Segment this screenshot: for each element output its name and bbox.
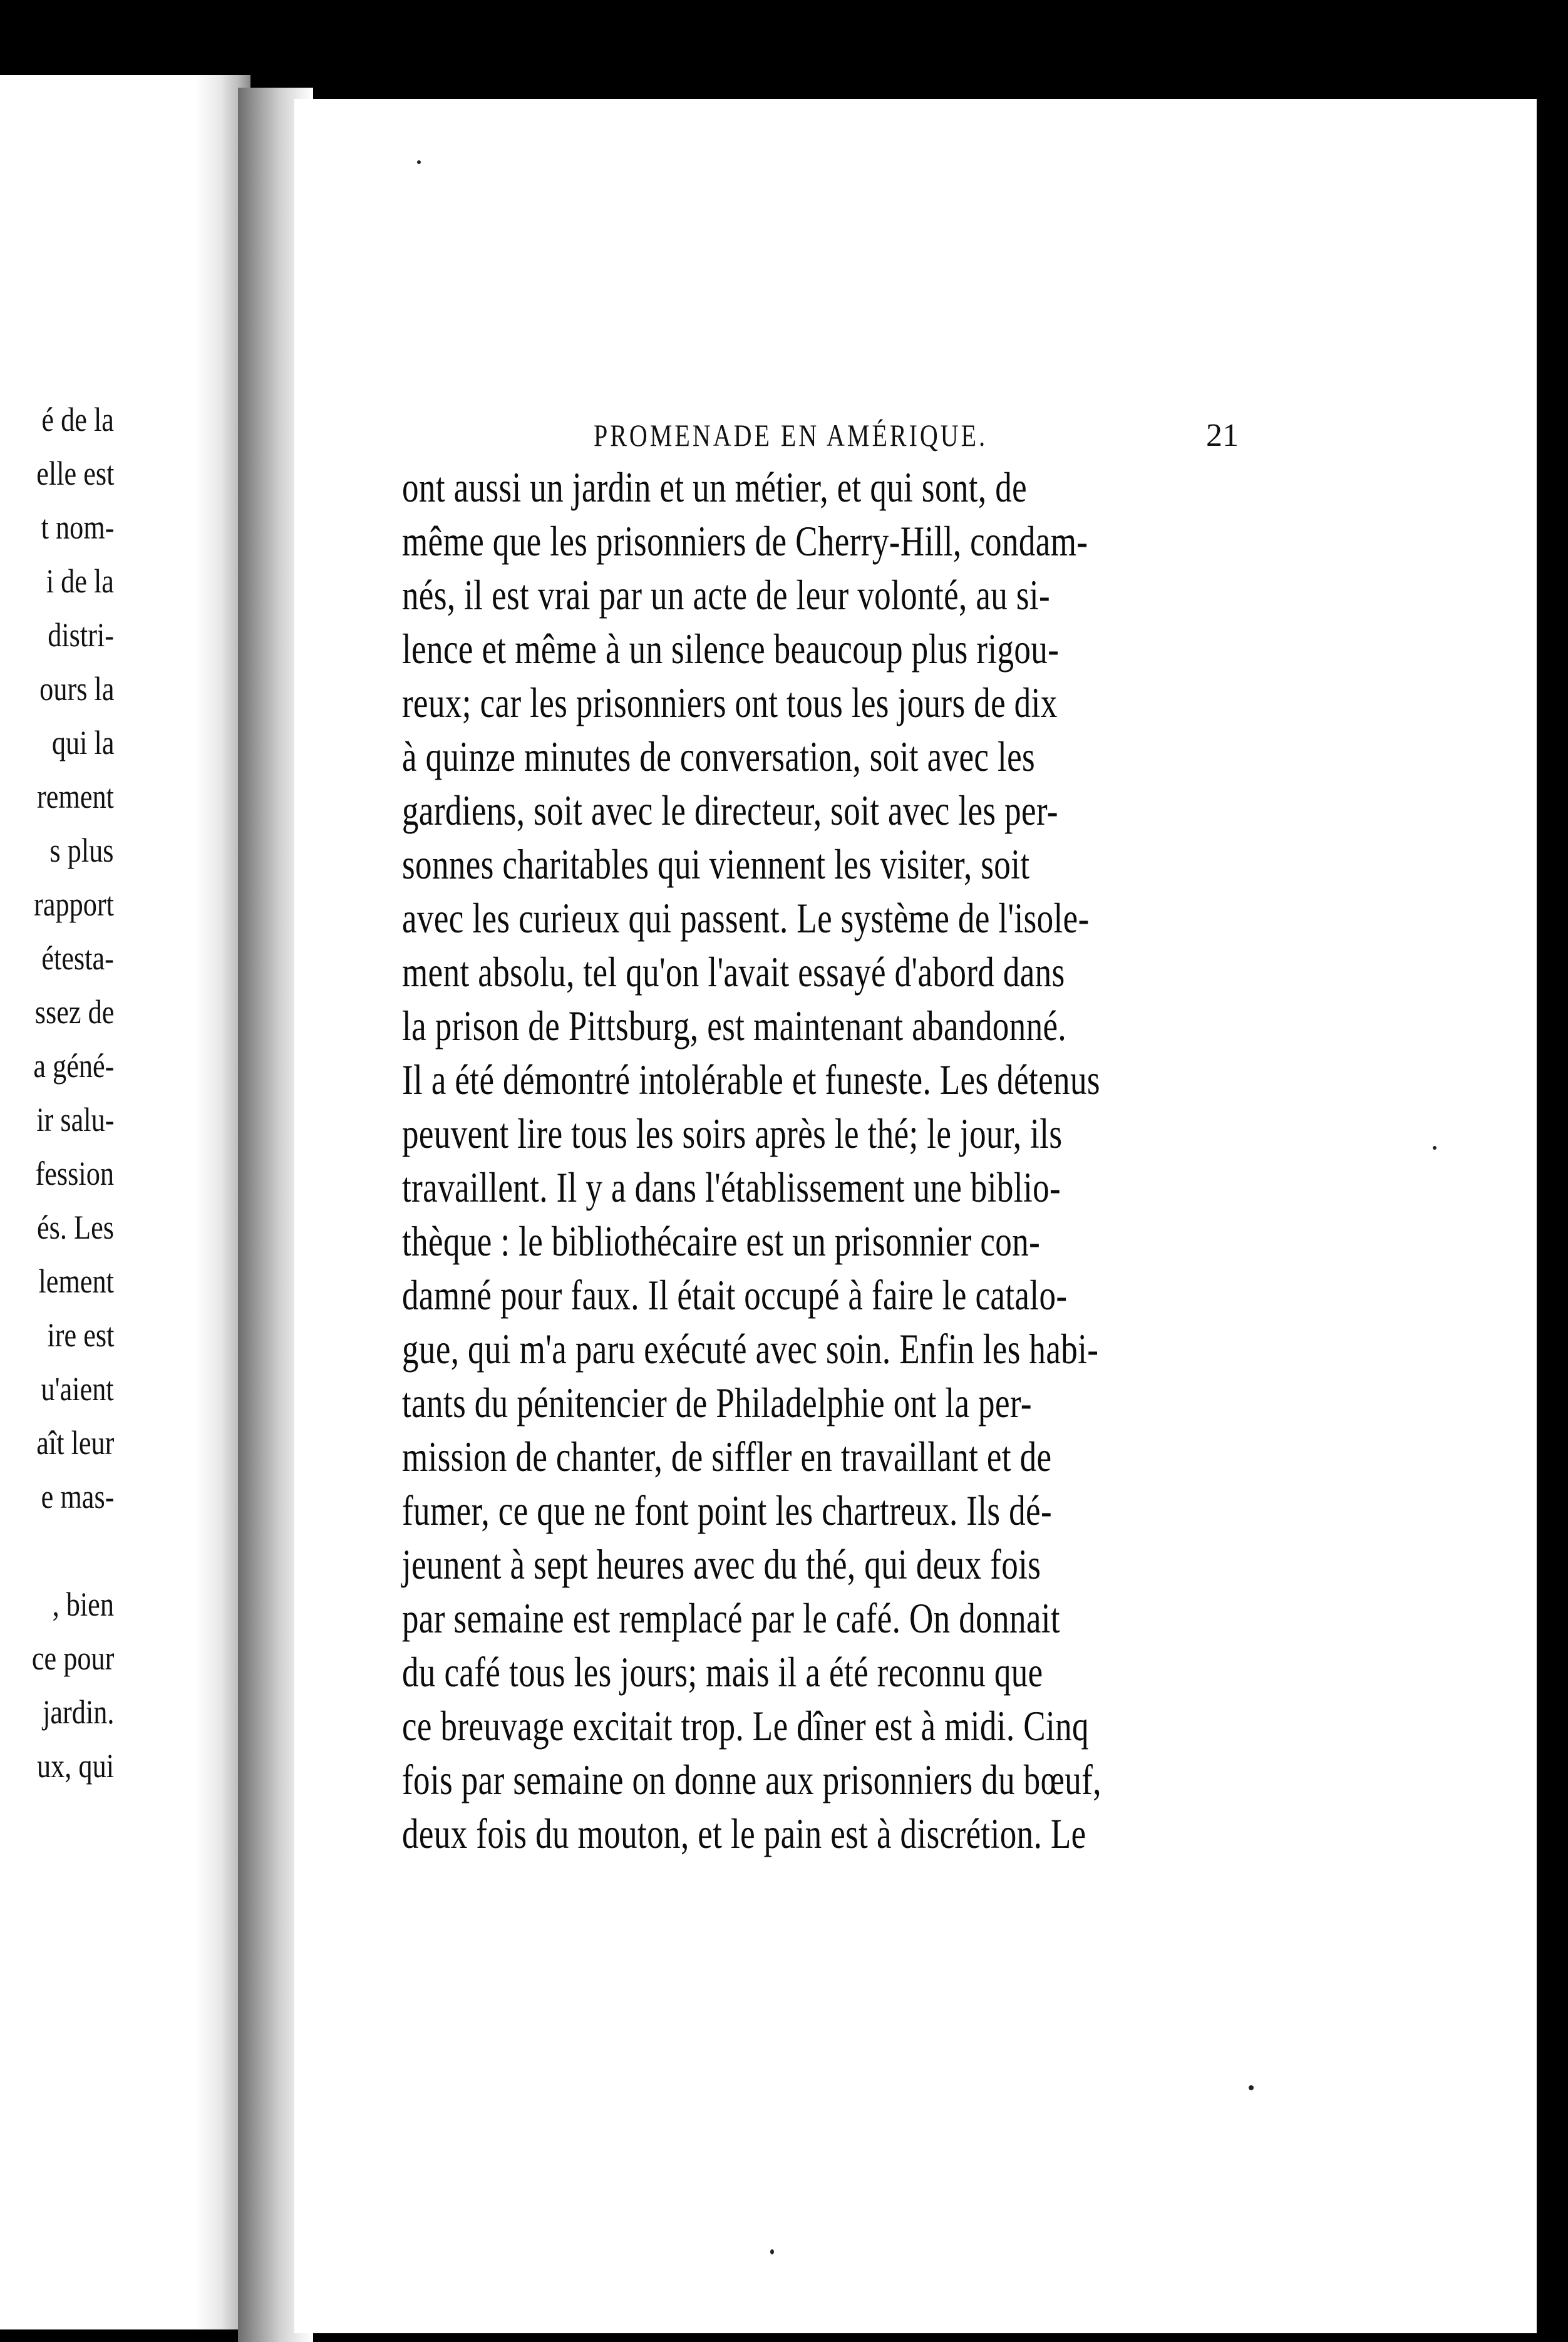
left-page-line: ux, qui bbox=[36, 1747, 114, 1785]
left-page-line: ce pour bbox=[31, 1639, 114, 1677]
left-page-line: ours la bbox=[39, 670, 114, 708]
text-line: travaillent. Il y a dans l'établissement une biblio- bbox=[402, 1163, 1061, 1211]
left-page-line: é de la bbox=[41, 401, 114, 438]
left-page-line: étesta- bbox=[41, 939, 114, 977]
left-page-line: a géné- bbox=[33, 1047, 114, 1085]
text-line: peuvent lire tous les soirs après le thé; le jour, ils bbox=[402, 1110, 1063, 1157]
left-page-line: aît leur bbox=[36, 1424, 114, 1462]
text-line: gue, qui m'a paru exécuté avec soin. Enfin les habi- bbox=[402, 1325, 1099, 1373]
left-page-line: qui la bbox=[51, 724, 114, 761]
left-page-line: rement bbox=[37, 778, 114, 815]
text-line: Il a été démontré intolérable et funeste. Les détenus bbox=[402, 1056, 1100, 1103]
left-page bbox=[0, 75, 250, 2329]
text-line: fumer, ce que ne font point les chartreux. Ils dé- bbox=[402, 1487, 1053, 1534]
dust-speck bbox=[770, 2249, 774, 2254]
left-page-line: fession bbox=[35, 1155, 114, 1192]
text-line: jeunent à sept heures avec du thé, qui deux fois bbox=[402, 1540, 1041, 1588]
text-line: avec les curieux qui passent. Le système de l'isole- bbox=[402, 894, 1090, 942]
left-page-line: u'aient bbox=[41, 1370, 114, 1408]
text-line: reux; car les prisonniers ont tous les jours de dix bbox=[402, 679, 1058, 726]
text-line: mission de chanter, de siffler en travaillant et de bbox=[402, 1433, 1052, 1480]
text-line: ment absolu, tel qu'on l'avait essayé d'abord dans bbox=[402, 948, 1065, 996]
text-line: à quinze minutes de conversation, soit avec les bbox=[402, 733, 1036, 780]
text-line: deux fois du mouton, et le pain est à discrétion. Le bbox=[402, 1810, 1086, 1857]
right-page bbox=[294, 99, 1537, 2333]
left-page-line: i de la bbox=[46, 562, 114, 600]
text-line: lence et même à un silence beaucoup plus rigou- bbox=[402, 625, 1060, 673]
text-line: fois par semaine on donne aux prisonniers du bœuf, bbox=[402, 1756, 1101, 1803]
text-line: nés, il est vrai par un acte de leur volonté, au si- bbox=[402, 571, 1051, 619]
text-line: sonnes charitables qui viennent les visiter, soit bbox=[402, 840, 1030, 888]
dust-speck bbox=[1249, 2085, 1254, 2090]
text-line: même que les prisonniers de Cherry-Hill, condam- bbox=[402, 517, 1088, 565]
running-head: PROMENADE EN AMÉRIQUE. bbox=[594, 418, 988, 453]
dust-speck bbox=[417, 160, 421, 164]
text-line: gardiens, soit avec le directeur, soit avec les per- bbox=[402, 787, 1058, 834]
text-line: la prison de Pittsburg, est maintenant abandonné. bbox=[402, 1002, 1067, 1050]
dust-speck bbox=[1433, 1146, 1436, 1150]
left-page-line: ir salu- bbox=[36, 1101, 114, 1138]
left-page-line: ire est bbox=[47, 1316, 114, 1354]
page-number: 21 bbox=[1206, 418, 1239, 453]
text-line: ont aussi un jardin et un métier, et qui sont, de bbox=[402, 463, 1028, 511]
left-page-line: rapport bbox=[34, 885, 114, 923]
left-page-line: ssez de bbox=[34, 993, 114, 1031]
left-page-line: s plus bbox=[49, 832, 114, 869]
left-page-line: elle est bbox=[36, 455, 114, 492]
text-line: du café tous les jours; mais il a été reconnu que bbox=[402, 1648, 1043, 1696]
left-page-line: distri- bbox=[48, 616, 114, 654]
text-line: damné pour faux. Il était occupé à faire le catalo- bbox=[402, 1271, 1068, 1319]
text-line: thèque : le bibliothécaire est un prisonnier con- bbox=[402, 1217, 1041, 1265]
left-page-line: és. Les bbox=[37, 1209, 114, 1246]
text-line: tants du pénitencier de Philadelphie ont la per- bbox=[402, 1379, 1032, 1426]
left-page-line: jardin. bbox=[42, 1693, 114, 1731]
left-page-line: , bien bbox=[52, 1586, 114, 1623]
text-line: ce breuvage excitait trop. Le dîner est à midi. Cinq bbox=[402, 1702, 1089, 1750]
left-page-line: lement bbox=[38, 1262, 114, 1300]
left-page-line: t nom- bbox=[41, 508, 114, 546]
text-line: par semaine est remplacé par le café. On donnait bbox=[402, 1594, 1061, 1642]
left-page-line: e mas- bbox=[41, 1478, 114, 1515]
